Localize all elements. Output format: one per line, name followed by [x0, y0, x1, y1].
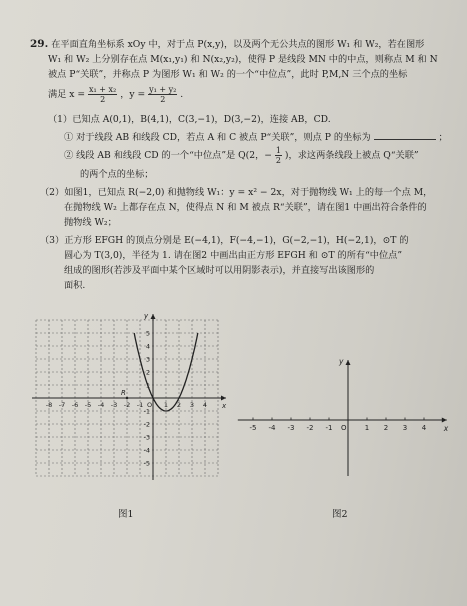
part1-sub2-cont: 的两个点的坐标；	[80, 169, 154, 180]
fraction-y-numerator: y₁ + y₂	[149, 85, 177, 94]
y-tick-label: -1	[143, 407, 150, 416]
fraction-y	[148, 85, 177, 104]
part1-sub1-text: ① 对于线段 AB 和线段 CD，若点 A 和 C 被点 P“关联”，则点 P 的坐标为	[64, 132, 371, 143]
part2-line-1: （2）如图1，已知点 R(−2,0) 和抛物线 W₁：y = x² − 2x，对于抛物线 W₁ 上的每一个点 M，	[40, 187, 433, 198]
y-axis-arrow	[151, 314, 156, 319]
y-axis-label: y	[339, 357, 344, 366]
figure-2-coordinate-axes	[232, 352, 450, 482]
part1-sub2-text-b: )，求这两条线段上被点 Q“关联”	[284, 150, 419, 161]
part1-sub1-end: ；	[438, 132, 448, 143]
intro-text-1: 在平面直角坐标系 xOy 中，对于点 P(x,y)，以及两个无公共点的图形 W₁ 和 W₂，若在图形	[51, 39, 425, 50]
y-tick-label: -5	[143, 459, 150, 468]
figure-1-coordinate-grid	[28, 312, 228, 494]
origin-label: O	[147, 401, 153, 409]
y-axis-arrow	[346, 360, 351, 365]
figure-2-axes	[238, 360, 447, 476]
part3-line-2: 圆心为 T(3,0)，半径为 1. 请在图2 中画出由正方形 EFGH 和 ⊙T 的所有“中位点”	[64, 250, 403, 261]
y-tick-label: 5	[145, 329, 150, 338]
x-axis-label: x	[443, 424, 449, 433]
figure-2-caption: 图2	[332, 509, 348, 520]
x-axis-arrow	[442, 418, 447, 423]
y-tick-label: -4	[143, 446, 150, 455]
x-tick-label: 3	[189, 401, 195, 409]
x-axis-label: x	[222, 402, 227, 410]
fraction-y-denominator: 2	[160, 95, 166, 104]
formula-prefix: 满足 x =	[48, 89, 86, 100]
fraction-x-numerator: x₁ + x₂	[89, 85, 117, 94]
part1-sub2-text-a: ② 线段 AB 和线段 CD 的一个“中位点”是 Q(2，−	[64, 150, 272, 161]
fraction-half-numerator: 1	[275, 146, 281, 155]
x-tick-label: -2	[123, 401, 131, 409]
problem-number: 29.	[30, 38, 49, 50]
problem-intro-line-3: 被点 P“关联”，并称点 P 为图形 W₁ 和 W₂ 的一个“中位点”，此时 P,M,N 三个点的坐标	[48, 69, 408, 80]
part3-line-3: 组成的图形(若涉及平面中某个区域时可以用阴影表示)，并直接写出该图形的	[64, 265, 375, 276]
problem-intro-line-2: W₁ 和 W₂ 上分别存在点 M(x₁,y₁) 和 N(x₂,y₂)，使得 P 是线段 MN 中的中点，则称点 M 和 N	[48, 54, 438, 65]
x-tick-label: 1	[364, 424, 370, 432]
x-tick-label: 2	[176, 401, 182, 409]
x-tick-label: -4	[268, 424, 276, 432]
figure-1-tick-labels	[46, 312, 227, 468]
x-tick-label: -3	[110, 401, 118, 409]
y-tick-label: 4	[145, 342, 150, 351]
x-tick-label: -8	[45, 401, 53, 409]
x-tick-label: 2	[383, 424, 389, 432]
part1-sub2	[64, 146, 419, 166]
x-tick-label: -2	[306, 424, 314, 432]
y-tick-label: -3	[143, 433, 150, 442]
x-tick-label: -1	[136, 401, 144, 409]
part3-line-4: 面积.	[64, 280, 86, 291]
y-tick-label: -2	[143, 420, 150, 429]
fraction-half	[275, 146, 282, 165]
y-axis-label: y	[144, 312, 149, 320]
part1-sub1	[64, 130, 448, 144]
midpoint-formula	[48, 84, 183, 106]
x-tick-label: 4	[202, 401, 208, 409]
x-tick-label: 3	[402, 424, 408, 432]
fraction-x-denominator: 2	[100, 95, 106, 104]
answer-blank	[374, 130, 436, 140]
fraction-half-denominator: 2	[275, 156, 281, 165]
formula-mid: ，y =	[120, 89, 146, 100]
part2-line-3: 抛物线 W₂；	[64, 217, 117, 228]
y-tick-label: 2	[145, 368, 150, 377]
figure-1-caption: 图1	[118, 509, 134, 520]
y-tick-label: 1	[145, 381, 150, 390]
point-r-label: R	[121, 389, 126, 397]
part2-line-2: 在抛物线 W₂ 上都存在点 N，使得点 N 和 M 被点 R“关联”，请在图1 中画出符合条件的	[64, 202, 427, 213]
part3-line-1: （3）正方形 EFGH 的顶点分别是 E(−4,1)，F(−4,−1)，G(−2,−1)，H(−2,1)，⊙T 的	[40, 235, 409, 246]
x-tick-label: -4	[97, 401, 105, 409]
x-axis-arrow	[221, 396, 226, 401]
problem-intro-line-1	[30, 38, 424, 51]
x-tick-label: -3	[287, 424, 295, 432]
fraction-x	[88, 85, 117, 104]
formula-suffix: .	[180, 89, 184, 100]
origin-label: O	[341, 424, 347, 432]
x-tick-label: -7	[58, 401, 66, 409]
part1-line: （1）已知点 A(0,1)，B(4,1)，C(3,−1)，D(3,−2)，连接 AB，CD.	[48, 114, 331, 125]
x-tick-label: -1	[325, 424, 333, 432]
x-tick-label: 4	[421, 424, 427, 432]
point-r	[126, 397, 129, 400]
x-tick-label: -5	[84, 401, 92, 409]
x-tick-label: -6	[71, 401, 79, 409]
figure-2-tick-labels	[250, 357, 449, 433]
x-tick-label: 1	[163, 401, 169, 409]
y-tick-label: 3	[145, 355, 150, 364]
x-tick-label: -5	[249, 424, 257, 432]
